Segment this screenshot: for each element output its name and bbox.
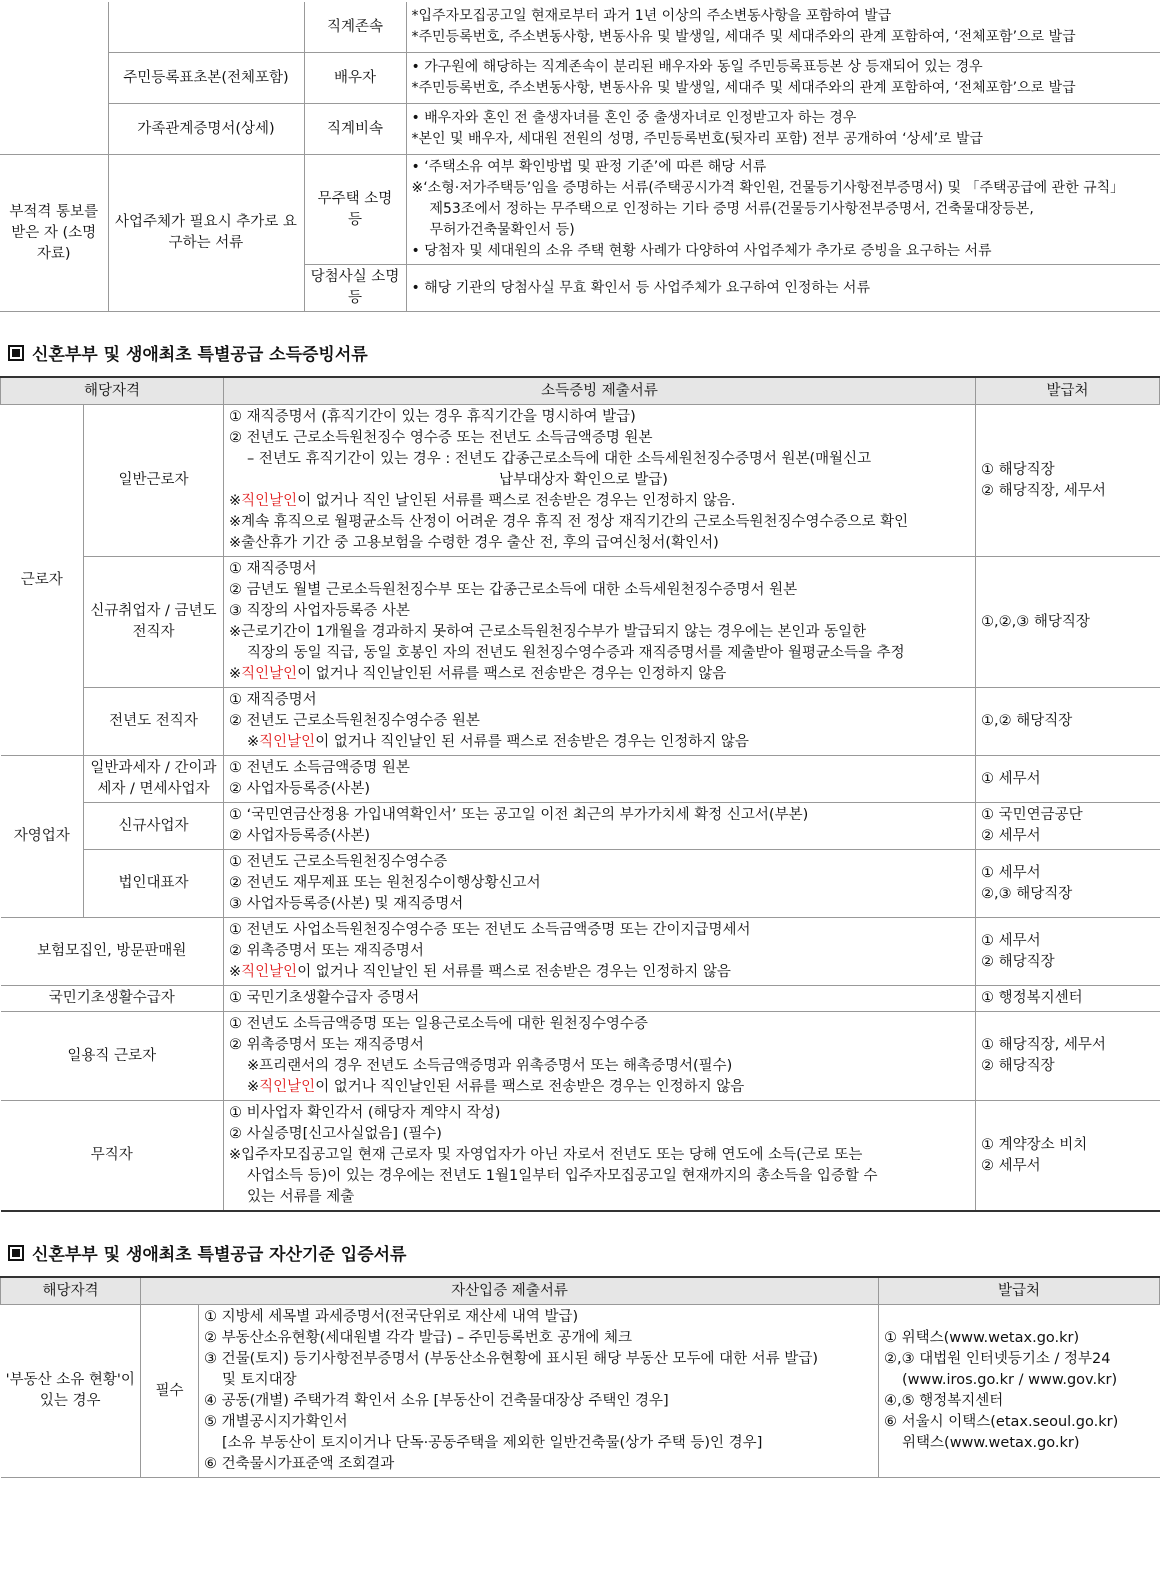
red-highlight: 직인날인 [241,964,298,980]
category-basic-livelihood: 국민기초생활수급자 [1,986,224,1012]
category-jobless: 무직자 [1,1101,224,1212]
docs-cell [224,756,976,803]
doc-cell [108,2,304,53]
doc-line: ③ 직장의 사업자등록증 사본 [229,603,410,619]
doc-line: ※프리랜서의 경우 전년도 소득금액증명과 위촉증명서 또는 해촉증명서(필수) [247,1058,733,1074]
target-cell: 직계비속 [304,104,406,155]
doc-line: ※근로기간이 1개월을 경과하지 못하여 근로소득원천징수부가 발급되지 않는 경우에는 본인과 동일한 [229,624,867,640]
docs-cell [224,557,976,688]
subcategory-self3: 법인대표자 [84,850,224,918]
doc-line: 있는 서류를 제출 [247,1189,355,1205]
doc-line: ※계속 휴직으로 월평균소득 산정이 어려운 경우 휴직 전 정상 재직기간의 근로소득원천징수영수증으로 확인 [229,514,909,530]
issuer-cell [976,850,1160,918]
issuer-line: 위택스(www.wetax.go.kr) [902,1435,1080,1451]
issuer-line: ① 국민연금공단 [981,807,1083,823]
docs-cell [224,1012,976,1101]
subcategory-self2: 신규사업자 [84,803,224,850]
doc-line: [소유 부동산이 토지이거나 단독·공동주택을 제외한 일반건축물(상가 주택 등)인 경우] [222,1435,763,1451]
notice-text: 이 없거나 직인날인된 서류를 팩스로 전송받은 경우는 인정하지 않음 [315,1079,745,1095]
section-title-text: 신혼부부 및 생애최초 특별공급 자산기준 입증서류 [32,1245,407,1265]
header-eligibility: 해당자격 [1,1277,141,1305]
notice-mark: ※ [229,493,242,509]
detail-line: • ‘주택소유 여부 확인방법 및 판정 기준’에 따른 해당 서류 [411,159,767,175]
square-bullet-icon [8,1245,24,1261]
doc-line-notice [229,1077,970,1098]
doc-line: ① 재직증명서 [229,692,317,708]
issuer-cell [976,803,1160,850]
category-real-estate: '부동산 소유 현황'이 있는 경우 [1,1305,141,1478]
issuer-cell: ① 세무서 [976,756,1160,803]
doc-line: ① 전년도 소득금액증명 원본 [229,760,410,776]
subcategory-self1: 일반과세자 / 간이과세자 / 면세사업자 [84,756,224,803]
doc-line: ※출산휴가 기간 중 고용보험을 수령한 경우 출산 전, 후의 급여신청서(확인서) [229,535,719,551]
income-proof-table [0,376,1160,1212]
subcategory-new: 신규취업자 / 금년도 전직자 [84,557,224,688]
doc-line: ④ 공동(개별) 주택가격 확인서 소유 [부동산이 건축물대장상 주택인 경우] [204,1393,669,1409]
subcategory-general: 일반근로자 [84,405,224,557]
doc-line: ① 재직증명서 [229,561,317,577]
issuer-line: ④,⑤ 행정복지센터 [884,1393,1004,1409]
doc-line: ① 비사업자 확인각서 (해당자 계약시 작성) [229,1105,501,1121]
detail-cell [406,53,1160,104]
doc-line: ② 전년도 근로소득원천징수영수증 원본 [229,713,480,729]
target-cell: 배우자 [304,53,406,104]
doc-line: – 전년도 휴직기간이 있는 경우 : 전년도 갑종근로소득에 대한 소득세원천징수증명서 원본(매월신고 [247,451,872,467]
category-daily-worker: 일용직 근로자 [1,1012,224,1101]
doc-line: ① ‘국민연금산정용 가입내역확인서’ 또는 공고일 이전 최근의 부가가치세 확정 신고서(부본) [229,807,809,823]
doc-cell: 가족관계증명서(상세) [108,104,304,155]
group-cell-empty [0,2,108,155]
detail-line: *입주자모집공고일 현재로부터 과거 1년 이상의 주소변동사항을 포함하여 발급 [411,8,892,24]
detail-line: *본인 및 배우자, 세대원 전원의 성명, 주민등록번호(뒷자리 포함) 전부 공개하여 ‘상세’로 발급 [411,131,984,147]
detail-line: • 가구원에 해당하는 직계존속이 분리된 배우자와 동일 주민등록표등본 상 등재되어 있는 경우 [411,59,983,75]
detail-cell [406,265,1160,312]
doc-line: ① 재직증명서 (휴직기간이 있는 경우 휴직기간을 명시하여 발급) [229,409,636,425]
header-issuer: 발급처 [976,377,1160,405]
doc-line: ② 위촉증명서 또는 재직증명서 [229,1037,424,1053]
group-cell: 부적격 통보를 받은 자 (소명자료) [0,155,108,312]
subcategory-prev: 전년도 전직자 [84,688,224,756]
header-eligibility: 해당자격 [1,377,224,405]
issuer-line: ② 세무서 [981,1157,1041,1174]
doc-line: ② 위촉증명서 또는 재직증명서 [229,943,424,959]
doc-line: ③ 건물(토지) 등기사항전부증명서 (부동산소유현황에 표시된 해당 부동산 모두에 대한 서류 발급) [204,1351,818,1367]
issuer-cell [879,1305,1160,1478]
target-cell: 당첨사실 소명 등 [304,265,406,312]
detail-line: *주민등록번호, 주소변동사항, 변동사유 및 발생일, 세대주 및 세대주와의 관계 포함하여, ‘전체포함’으로 발급 [411,80,1076,96]
notice-text: 이 없거나 직인날인 된 서류를 팩스로 전송받은 경우는 인정하지 않음 [297,964,731,980]
issuer-cell [976,1101,1160,1212]
docs-cell [224,1101,976,1212]
square-bullet-icon [8,345,24,361]
issuer-cell: ① 행정복지센터 [976,986,1160,1012]
required-label: 필수 [141,1305,199,1478]
red-highlight: 직인날인 [241,666,298,682]
asset-proof-table [0,1276,1160,1478]
detail-line: ※‘소형·저가주택등’임을 증명하는 서류(주택공시가격 확인원, 건물등기사항전부증명서) 및 「주택공급에 관한 규칙」 [411,180,1125,196]
doc-line: ② 금년도 월별 근로소득원천징수부 또는 갑종근로소득에 대한 소득세원천징수증명서 원본 [229,582,798,598]
doc-line: ① 전년도 소득금액증명 또는 일용근로소득에 대한 원천징수영수증 [229,1016,648,1032]
doc-cell: 주민등록표초본(전체포함) [108,53,304,104]
doc-line-notice [229,664,970,685]
issuer-cell [976,405,1160,557]
doc-line: ③ 사업자등록증(사본) 및 재직증명서 [229,896,464,912]
doc-line: 납부대상자 확인으로 발급) [499,472,668,488]
doc-line: ① 전년도 사업소득원천징수영수증 또는 전년도 소득금액증명 또는 간이지급명세서 [229,922,751,938]
issuer-line: ②,③ 해당직장 [981,885,1073,902]
issuer-line: ① 위택스(www.wetax.go.kr) [884,1330,1080,1346]
issuer-cell: ①,② 해당직장 [976,688,1160,756]
detail-line: • 배우자와 혼인 전 출생자녀를 혼인 중 출생자녀로 인정받고자 하는 경우 [411,110,857,126]
detail-cell [406,2,1160,53]
issuer-line: ②,③ 대법원 인터넷등기소 / 정부24 [884,1351,1111,1367]
doc-line: ⑤ 개별공시지가확인서 [204,1414,348,1430]
category-worker: 근로자 [1,405,84,756]
notice-mark: ※ [229,964,242,980]
detail-cell [406,104,1160,155]
doc-line: 사업소득 등)이 있는 경우에는 전년도 1월1일부터 입주자모집공고일 현재까지의 총소득을 입증할 수 [247,1168,878,1184]
category-insurance: 보험모집인, 방문판매원 [1,918,224,986]
issuer-line: ② 해당직장 [981,1058,1055,1074]
detail-line: *주민등록번호, 주소변동사항, 변동사유 및 발생일, 세대주 및 세대주와의 관계 포함하여, ‘전체포함’으로 발급 [411,29,1076,45]
doc-line: ② 사업자등록증(사본) [229,828,370,844]
red-highlight: 직인날인 [259,734,316,750]
notice-mark: ※ [247,1079,260,1095]
issuer-cell [976,918,1160,986]
docs-cell [224,918,976,986]
issuer-line: ① 해당직장 [981,461,1055,478]
doc-line: ② 사업자등록증(사본) [229,781,370,797]
doc-line-notice [229,732,970,753]
target-cell: 무주택 소명 등 [304,155,406,265]
docs-cell [199,1305,879,1478]
detail-line: • 해당 기관의 당첨사실 무효 확인서 등 사업주체가 요구하여 인정하는 서류 [411,279,870,296]
issuer-line: ② 해당직장, 세무서 [981,482,1106,499]
notice-text: 이 없거나 직인날인된 서류를 팩스로 전송받은 경우는 인정하지 않음 [297,666,727,682]
notice-mark: ※ [247,734,260,750]
issuer-line: ② 세무서 [981,828,1041,844]
notice-text: 이 없거나 직인 날인된 서류를 팩스로 전송받은 경우는 인정하지 않음. [297,493,736,509]
category-self-employed: 자영업자 [1,756,84,918]
red-highlight: 직인날인 [241,493,298,509]
doc-line-notice [229,962,970,983]
detail-line: 제53조에서 정하는 무주택으로 인정하는 기타 증명 서류(건물등기사항전부증명서, 건축물대장등본, [429,201,1034,217]
red-highlight: 직인날인 [259,1079,316,1095]
issuer-line: (www.iros.go.kr / www.gov.kr) [902,1372,1118,1388]
group-doc-cell: 사업주체가 필요시 추가로 요구하는 서류 [108,155,304,312]
doc-line: ② 부동산소유현황(세대원별 각각 발급) – 주민등록번호 공개에 체크 [204,1330,633,1346]
section-title-text: 신혼부부 및 생애최초 특별공급 소득증빙서류 [32,345,368,365]
section-title-assets [0,1242,1160,1268]
doc-line: ※입주자모집공고일 현재 근로자 및 자영업자가 아닌 자로서 전년도 또는 당해 연도에 소득(근로 또는 [229,1147,863,1163]
docs-cell [224,405,976,557]
issuer-line: ① 계약장소 비치 [981,1136,1088,1153]
doc-line: ① 전년도 근로소득원천징수영수증 [229,854,448,870]
issuer-line: ② 해당직장 [981,953,1055,970]
detail-cell [406,155,1160,265]
issuer-line: ⑥ 서울시 이택스(etax.seoul.go.kr) [884,1414,1119,1430]
notice-mark: ※ [229,666,242,682]
doc-line-notice [229,491,970,512]
issuer-cell [976,1012,1160,1101]
doc-line: 직장의 동일 직급, 동일 호봉인 자의 전년도 원천징수영수증과 재직증명서를 제출받아 월평균소득을 추정 [247,645,905,661]
issuer-line: ① 세무서 [981,864,1041,881]
target-cell: 직계존속 [304,2,406,53]
header-docs: 소득증빙 제출서류 [224,377,976,405]
issuer-line: ① 해당직장, 세무서 [981,1037,1106,1053]
notice-text: 이 없거나 직인날인 된 서류를 팩스로 전송받은 경우는 인정하지 않음 [315,734,749,750]
section-title-income [0,342,1160,368]
header-issuer: 발급처 [879,1277,1160,1305]
header-docs: 자산입증 제출서류 [141,1277,879,1305]
eligibility-docs-table [0,2,1160,312]
docs-cell [224,688,976,756]
docs-cell: ① 국민기초생활수급자 증명서 [224,986,976,1012]
issuer-line: ① 세무서 [981,932,1041,949]
doc-line: 및 토지대장 [222,1372,297,1388]
doc-line: ② 사실증명[신고사실없음] (필수) [229,1126,442,1142]
docs-cell [224,803,976,850]
doc-line: ⑥ 건축물시가표준액 조회결과 [204,1456,395,1472]
docs-cell [224,850,976,918]
doc-line: ① 지방세 세목별 과세증명서(전국단위로 재산세 내역 발급) [204,1309,579,1325]
doc-line: ② 전년도 근로소득원천징수 영수증 또는 전년도 소득금액증명 원본 [229,430,653,446]
detail-line: 무허가건축물확인서 등) [429,222,575,238]
detail-line: • 당첨자 및 세대원의 소유 주택 현황 사례가 다양하여 사업주체가 추가로 증빙을 요구하는 서류 [411,243,992,259]
doc-line: ② 전년도 재무제표 또는 원천징수이행상황신고서 [229,875,541,891]
issuer-cell: ①,②,③ 해당직장 [976,557,1160,688]
